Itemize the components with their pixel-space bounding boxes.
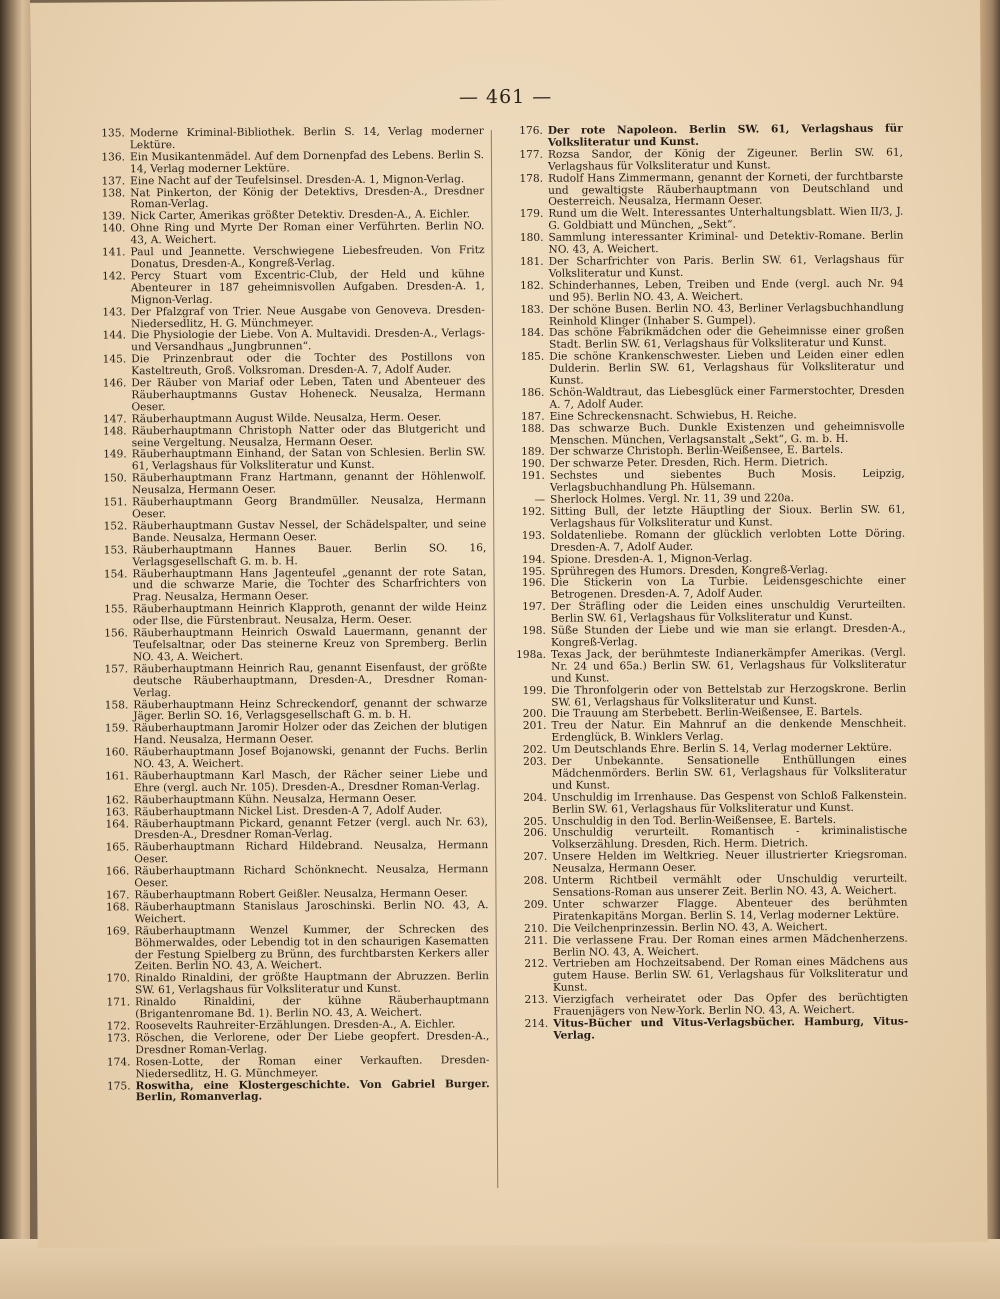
catalog-entry (502, 278, 904, 304)
entry-text: Unter schwarzer Flagge. Abenteuer des berühmten Piratenkapitäns Morgan. Berlin S. 14, Verlag moderner Lektüre. (552, 896, 908, 923)
entry-number: 169. (106, 925, 130, 938)
catalog-entry (89, 150, 484, 176)
entry-text: Die schöne Krankenschwester. Lieben und Leiden einer edlen Dulderin. Berlin SW. 61, Verlagshaus für Volksliteratur und Kunst. (549, 348, 905, 387)
entry-text: Der Unbekannte. Sensationelle Enthüllungen eines Mädchenmörders. Berlin SW. 61, Verlagshaus für Volksliteratur und Kunst. (551, 753, 907, 792)
catalog-entry (505, 790, 907, 816)
entry-number: 199. (522, 684, 547, 697)
entry-text: Paul und Jeannette. Verschwiegene Liebesfreuden. Von Fritz Donatus, Dresden-A., Kongreß-Verlag. (130, 244, 485, 271)
entry-text: Räuberhauptmann Heinrich Klapproth, genannt der wilde Heinz oder Ilse, die Fürstenbraut. Neusalza, Herm. Oeser. (132, 601, 487, 628)
entry-text: Die Physiologie der Liebe. Von A. Multavidi. Dresden-A., Verlags- und Versandhaus „Jungbrunnen“. (131, 327, 486, 354)
entry-text: Räuberhauptmann Heinrich Rau, genannt Eisenfaust, der größte deutsche Räuberhauptmann, Dresden-A., Dresdner Roman-Verlag. (133, 660, 488, 699)
entry-number: 177. (519, 148, 543, 161)
entry-text: Nick Carter, Amerikas größter Detektiv. Dresden-A., A. Eichler. (130, 208, 471, 223)
entry-number: 204. (523, 791, 547, 804)
entry-number: 179. (519, 208, 544, 221)
entry-number: 194. (521, 553, 546, 566)
entry-number: 208. (523, 874, 548, 887)
entry-number: 164. (105, 817, 130, 831)
catalog-entry (93, 769, 488, 795)
entry-text: Räuberhauptmann Kühn. Neusalza, Hermann Oeser. (133, 792, 417, 807)
entry-number: 180. (519, 231, 544, 245)
catalog-entry (92, 626, 487, 664)
entry-text: Räuberhauptmann Josef Bojanowski, genannt der Fuchs. Berlin NO. 43, A. Weichert. (133, 744, 488, 771)
entry-number: 143. (102, 305, 126, 319)
entry-text: Röschen, die Verlorene, oder Der Liebe geopfert. Dresden-A., Dresdner Roman-Verlag. (135, 1029, 490, 1057)
entry-number: 153. (103, 544, 128, 557)
page-number: — 461 — (458, 85, 553, 109)
entry-number: 186. (520, 386, 545, 399)
entry-number: 175. (106, 1079, 131, 1092)
right-column (501, 124, 909, 1043)
entry-text: Räuberhauptmann Robert Geißler. Neusalza, Hermann Oeser. (134, 887, 468, 902)
entry-number: 205. (523, 815, 548, 828)
entry-text: Unschuldig in den Tod. Berlin-Weißensee, E. Bartels. (551, 813, 837, 828)
catalog-entry (501, 147, 903, 173)
entry-text: Ohne Ring und Myrte Der Roman einer Verführten. Berlin NO. 43, A. Weichert. (130, 220, 485, 247)
entry-text: Der Pfalzgraf von Trier. Neue Ausgabe von Genoveva. Dresden-Niedersedlitz, H. G. Münchmeyer. (130, 303, 485, 330)
entry-text: Soldatenliebe. Romann der glücklich verlobten Lotte Döring. Dresden-A. 7, Adolf Auder. (550, 527, 906, 554)
catalog-entry (505, 755, 907, 793)
entry-text: Räuberhauptmann Karl Masch, der Rächer seiner Liebe und Ehre (vergl. auch Nr. 105). Dresden-A., Dresdner Roman-Verlag. (133, 768, 488, 795)
catalog-entry (503, 505, 905, 531)
entry-text: Unschuldig verurteilt. Romantisch - kriminalistische Volkserzählung. Dresden, Rich. Herm. Dietrich. (552, 825, 908, 852)
entry-number: 178. (519, 172, 544, 185)
entry-text: Die Stickerin von La Turbie. Leidensgeschichte einer Betrogenen. Dresden-A. 7, Adolf Auder. (550, 575, 906, 602)
catalog-entry (91, 567, 486, 605)
catalog-entry (506, 1017, 908, 1043)
entry-text: Räuberhauptmann Christoph Natter oder das Blutgericht und seine Vergeltung. Neusalza, Hermann Oeser. (131, 422, 486, 449)
entry-number: 150. (103, 472, 127, 485)
entry-text: Moderne Kriminal-Bibliothek. Berlin S. 14, Verlag moderner Lektüre. (129, 125, 484, 152)
catalog-entry (91, 543, 486, 569)
entry-number: 166. (105, 865, 130, 878)
entry-number: 190. (521, 458, 545, 471)
entry-number: 211. (524, 934, 548, 947)
entry-number: 207. (523, 851, 548, 864)
entry-number: 142. (102, 270, 126, 283)
entry-number: 141. (101, 246, 126, 259)
entry-number: 163. (105, 805, 129, 819)
entry-text: Räuberhauptmann Pickard, genannt Fetzer (vergl. auch Nr. 63), Dresden-A., Dresdner Roman-Verlag. (133, 815, 489, 842)
entry-number: 201. (522, 720, 547, 733)
catalog-entry (89, 126, 484, 152)
book-spine-edge (0, 0, 30, 1299)
entry-text: Treu der Natur. Ein Mahnruf an die denkende Menschheit. Erdenglück, B. Winklers Verlag. (551, 717, 907, 744)
entry-number: 213. (524, 993, 549, 1007)
catalog-entry (502, 350, 904, 388)
entry-number: 189. (521, 446, 545, 459)
entry-text: Der Sträfling oder die Leiden eines unschuldig Verurteilten. Berlin SW. 61, Verlagshaus für Volksliteratur und Kunst. (550, 598, 906, 625)
entry-text: Spione. Dresden-A. 1, Mignon-Verlag. (550, 552, 753, 566)
entry-text: Rudolf Hans Zimmermann, genannt der Korneti, der furchtbarste und gewaltigste Räuberhauptmann von Deutschland und Oesterreich. Neusalza, Hermann Oeser. (548, 170, 904, 209)
entry-number: 203. (523, 755, 547, 768)
entry-text: Die verlassene Frau. Der Roman eines armen Mädchenherzens. Berlin NO. 43, A. Weichert. (552, 932, 908, 959)
entry-text: Die Trauung am Sterbebett. Berlin-Weißensee, E. Bartels. (551, 706, 863, 721)
entry-text: Der rote Napoleon. Berlin SW. 61, Verlagshaus für Volksliteratur und Kunst. (547, 122, 903, 149)
entry-number: 193. (521, 529, 546, 542)
entry-number: 210. (524, 922, 548, 935)
catalog-entry (91, 519, 486, 545)
entry-number: 155. (104, 603, 128, 616)
entry-text: Rosen-Lotte, der Roman einer Verkauften. Dresden-Niedersedlitz, H. G. Münchmeyer. (135, 1053, 490, 1080)
entry-number: 196. (521, 577, 546, 590)
entry-text: Der schwarze Peter. Dresden, Rich. Herm. Dietrich. (549, 456, 829, 471)
catalog-entry (94, 1031, 489, 1057)
entry-text: Räuberhauptmann Hans Jagenteufel „genannt der rote Satan, und die schwarze Marie, die Tochter des Scharfrichters von Prag. Neusalza, Hermann Oeser. (132, 565, 487, 604)
entry-number: 191. (521, 470, 545, 483)
entry-text: Räuberhauptmann Nickel List. Dresden-A 7, Adolf Auder. (133, 804, 443, 818)
entry-number: 148. (102, 424, 127, 438)
entry-number: 197. (522, 601, 546, 614)
catalog-entry (504, 647, 906, 685)
entry-number: 185. (520, 350, 545, 364)
entry-number: 174. (106, 1055, 131, 1069)
entry-number: 144. (102, 329, 127, 342)
entry-text: Die Prinzenbraut oder die Tochter des Postillons von Kasteltreuth, Groß. Volksroman. Dresden-A. 7, Adolf Auder. (131, 351, 486, 378)
entry-text: Räuberhauptmann Stanislaus Jaroschinski. Berlin NO. 43, A. Weichert. (134, 899, 489, 926)
entry-number: 188. (520, 422, 545, 435)
entry-text: Räuberhauptmann August Wilde. Neusalza, Herm. Oeser. (131, 411, 442, 426)
entry-text: Räuberhauptmann Heinrich Oswald Lauermann, genannt der Teufelsaltnar, oder Das steinerne Kreuz von Spremberg. Berlin NO. 43, A. Weichert. (132, 625, 487, 664)
catalog-entry (503, 469, 905, 495)
entry-number: 146. (102, 377, 127, 390)
entry-number: 156. (104, 627, 128, 640)
catalog-entry (501, 124, 903, 150)
entry-text: Sherlock Holmes. Vergl. Nr. 11, 39 und 220a. (550, 492, 795, 506)
entry-text: Räuberhauptmann Gustav Nessel, der Schädelspalter, und seine Bande. Neusalza, Hermann Oeser. (132, 518, 487, 545)
catalog-entry (95, 1079, 490, 1105)
entry-text: Roswitha, eine Klostergeschichte. Von Gabriel Burger. Berlin, Romanverlag. (135, 1077, 490, 1104)
entry-number: 202. (522, 743, 547, 757)
entry-text: Um Deutschlands Ehre. Berlin S. 14, Verlag moderner Lektüre. (551, 741, 893, 756)
catalog-entry (90, 269, 485, 307)
entry-text: Räuberhauptmann Wenzel Kummer, der Schrecken des Böhmerwaldes, oder Lebendig tot in den schaurigen Kasematten der Festung Spielberg zu Brünn, des furchtbarsten Kerkers aller Zeiten. Berlin NO. 43, A. Weichert. (134, 922, 489, 973)
entry-number: 184. (520, 327, 545, 340)
catalog-entry (503, 421, 905, 447)
entry-number: 176. (519, 124, 543, 137)
catalog-entry (502, 255, 904, 281)
entry-number: 137. (101, 174, 126, 188)
entry-number: 157. (104, 663, 129, 676)
entry-text: Sprühregen des Humors. Dresden, Kongreß-Verlag. (550, 563, 828, 578)
catalog-entry (503, 528, 905, 554)
entry-number: 171. (106, 996, 131, 1009)
entry-number: 195. (521, 565, 546, 578)
entry-text: Die Veilchenprinzessin. Berlin NO. 43, A. Weichert. (552, 920, 828, 935)
catalog-entry (505, 897, 907, 923)
catalog-entry (502, 386, 904, 412)
entry-number: 200. (522, 708, 547, 721)
entry-number: 172. (106, 1020, 131, 1033)
entry-number: 181. (519, 255, 544, 268)
entry-text: Nat Pinkerton, der König der Detektivs, Dresden-A., Dresdner Roman-Verlag. (130, 184, 485, 211)
entry-number: 187. (520, 410, 545, 423)
entry-text: Räuberhauptmann Franz Hartmann, genannt der Höhlenwolf. Neusalza, Hermann Oeser. (131, 470, 486, 497)
entry-number: 192. (521, 505, 546, 518)
entry-number: 167. (105, 889, 130, 902)
entry-number: 161. (105, 770, 129, 783)
entry-number: 140. (101, 222, 126, 235)
entry-text: Das schöne Fabrikmädchen oder die Geheimnisse einer großen Stadt. Berlin SW. 61, Verlagshaus für Volksliteratur und Kunst. (548, 324, 905, 352)
entry-text: Räuberhauptmann Hannes Bauer. Berlin SO. 16, Verlagsgesellschaft G. m. b. H. (132, 541, 487, 568)
entry-text: Sechstes und siebentes Buch Mosis. Leipzig, Verlagsbuchhandlung Ph. Hülsemann. (549, 467, 905, 494)
entry-text: Schön-Waldtraut, das Liebesglück einer Farmerstochter, Dresden A. 7, Adolf Auder. (549, 384, 905, 411)
entry-number: 183. (520, 303, 544, 316)
entry-number: — (534, 493, 546, 506)
catalog-entry (90, 376, 485, 414)
entry-text: Eine Nacht auf der Teufelsinsel. Dresden-A. 1, Mignon-Verlag. (130, 172, 465, 187)
entry-number: 162. (105, 794, 129, 807)
entry-text: Süße Stunden der Liebe und wie man sie erlangt. Dresden-A., Kongreß-Verlag. (550, 622, 906, 649)
catalog-entry (506, 957, 908, 995)
entry-number: 173. (106, 1032, 131, 1045)
entry-text: Rozsa Sandor, der König der Zigeuner. Berlin SW. 61, Verlagshaus für Volksliteratur und Kunst. (547, 146, 903, 173)
entry-text: Der schwarze Christoph. Berlin-Weißensee, E. Bartels. (549, 444, 844, 459)
entry-number: 168. (105, 901, 130, 914)
entry-number: 139. (101, 210, 126, 223)
entry-number: 170. (106, 972, 131, 985)
entry-text: Räuberhauptmann Richard Schönknecht. Neusalza, Hermann Oeser. (134, 863, 489, 890)
entry-text: Sitting Bull, der letzte Häuptling der Sioux. Berlin SW. 61, Verlagshaus für Volksliteratur und Kunst. (550, 503, 906, 530)
entry-text: Räuberhauptmann Einhand, der Satan von Schlesien. Berlin SW. 61, Verlagshaus für Volksliteratur und Kunst. (131, 446, 486, 473)
entry-number: 154. (103, 567, 128, 580)
page (30, 0, 988, 1248)
entry-text: Eine Schreckensnacht. Schwiebus, H. Reiche. (549, 408, 797, 423)
entry-text: Vierzigfach verheiratet oder Das Opfer des berüchtigten Frauenjägers von New-York. Berlin NO. 43, A. Weichert. (553, 991, 909, 1018)
entry-text: Sammlung interessanter Kriminal- und Detektiv-Romane. Berlin NO. 43, A. Weichert. (548, 229, 904, 256)
column-divider (491, 130, 498, 1188)
entry-number: 145. (102, 353, 127, 366)
entry-number: 214. (524, 1017, 549, 1030)
entry-text: Das schwarze Buch. Dunkle Existenzen und geheimnisvolle Menschen. München, Verlagsanstalt „Sekt“, G. m. b. H. (549, 420, 905, 447)
catalog-entry (94, 1055, 489, 1081)
entry-number: 149. (103, 448, 127, 461)
entry-text: Schinderhannes, Leben, Treiben und Ende (vergl. auch Nr. 94 und 95). Berlin NO. 43, A. Weichert. (548, 277, 904, 304)
entry-number: 138. (101, 186, 126, 199)
left-column (89, 126, 490, 1105)
entry-text: Rinaldo Rinaldini, der größte Hauptmann der Abruzzen. Berlin SW. 61, Verlagshaus für Volksliteratur und Kunst. (134, 970, 490, 997)
entry-number: 152. (103, 520, 128, 533)
page-bottom-margin (0, 1239, 1000, 1299)
entry-text: Unterm Richtbeil vermählt oder Unschuldig verurteilt. Sensations-Roman aus unserer Zeit. Berlin NO. 43, A. Weichert. (552, 872, 908, 899)
catalog-entry (501, 171, 903, 209)
entry-text: Rinaldo Rinaldini, der kühne Räuberhauptmann (Brigantenromane Bd. 1). Berlin NO. 43, A. Weichert. (135, 994, 490, 1021)
catalog-entry (92, 662, 487, 700)
entry-text: Der Scharfrichter von Paris. Berlin SW. 61, Verlagshaus für Volksliteratur und Kunst. (548, 253, 904, 280)
catalog-entry (94, 924, 489, 974)
entry-number: 136. (101, 151, 125, 164)
entry-text: Rund um die Welt. Interessantes Unterhaltungsblatt. Wien II/3, J. G. Goldbiatt und München, „Sekt“. (548, 205, 904, 232)
entry-number: 206. (523, 827, 548, 840)
entry-number: 159. (104, 722, 129, 735)
entry-text: Unsere Helden im Weltkrieg. Neuer illustrierter Kriegsroman. Neusalza, Hermann Oeser. (552, 848, 908, 875)
entry-text: Räuberhauptmann Jaromir Holzer oder das Zeichen der blutigen Hand. Neusalza, Hermann Oeser. (133, 720, 488, 747)
entry-text: Der schöne Busen. Berlin NO. 43, Berliner Verlagsbuchhandlung Reinhold Klinger (Inhaber S. Gumpel). (548, 301, 904, 328)
entry-text: Vertrieben am Hochzeitsabend. Der Roman eines Mädchens aus gutem Hause. Berlin SW. 61, Verlagshaus für Volksliteratur und Kunst. (552, 955, 908, 994)
entry-number: 165. (105, 841, 130, 854)
entry-text: Der Räuber von Mariaf oder Leben, Taten und Abenteuer des Räuberhauptmanns Gustav Hoheneck. Neusalza, Hermann Oeser. (131, 375, 486, 414)
entry-text: Texas Jack, der berühmteste Indianerkämpfer Amerikas. (Vergl. Nr. 24 und 65a.) Berlin SW. 61, Verlagshaus für Volksliteratur und Kunst. (550, 646, 907, 685)
entry-number: 160. (104, 746, 129, 759)
entry-text: Percy Stuart vom Excentric-Club, der Held und kühne Abenteurer in 187 geheimnisvollen Aufgaben. Dresden-A. 1, Mignon-Verlag. (130, 268, 485, 306)
entry-text: Unschuldig im Irrenhause. Das Gespenst von Schloß Falkenstein. Berlin SW. 61, Verlagshaus für Volksliteratur und Kunst. (551, 789, 907, 816)
entry-number: 198a. (516, 648, 547, 661)
entry-text: Die Thronfolgerin oder von Bettelstab zur Herzogskrone. Berlin SW. 61, Verlagshaus für Volksliteratur und Kunst. (551, 682, 907, 709)
entry-text: Räuberhauptmann Heinz Schreckendorf, genannt der schwarze Jäger. Berlin SO. 16, Verlagsgesellschaft G. m. b. H. (133, 696, 488, 723)
entry-number: 209. (523, 898, 548, 911)
entry-number: 135. (101, 127, 125, 140)
entry-number: 158. (104, 698, 129, 711)
catalog-entry (90, 245, 485, 271)
entry-number: 182. (520, 279, 544, 292)
entry-text: Vitus-Bücher und Vitus-Verlagsbücher. Hamburg, Vitus-Verlag. (553, 1015, 909, 1042)
entry-number: 151. (103, 496, 128, 509)
entry-text: Ein Musikantenmädel. Auf dem Dornenpfad des Lebens. Berlin S. 14, Verlag moderner Lektüre. (129, 148, 484, 176)
entry-number: 147. (102, 413, 127, 426)
entry-number: 212. (524, 958, 548, 971)
entry-text: Roosevelts Rauhreiter-Erzählungen. Dresden-A., A. Eichler. (135, 1018, 456, 1033)
entry-text: Räuberhauptmann Georg Brandmüller. Neusalza, Hermann Oeser. (132, 494, 487, 521)
catalog-entry (94, 900, 489, 926)
entry-text: Räuberhauptmann Richard Hildebrand. Neusalza, Hermann Oeser. (134, 839, 489, 866)
entry-number: 198. (522, 624, 546, 637)
